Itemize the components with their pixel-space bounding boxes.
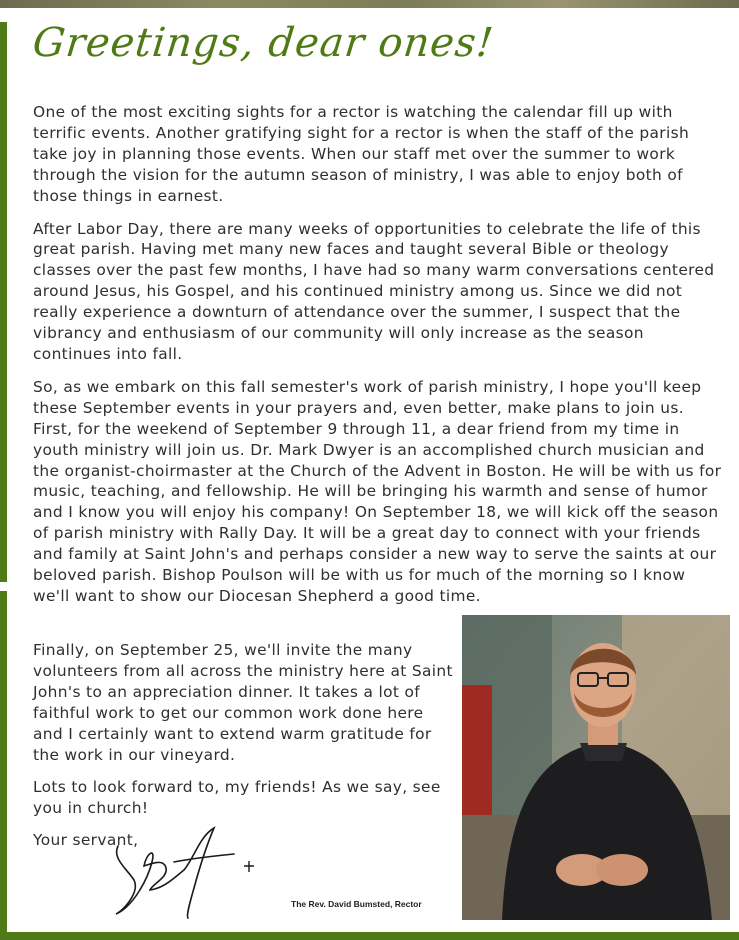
letter-body-narrow: [33, 640, 453, 831]
paragraph-1: One of the most exciting sights for a rector is watching the calendar fill up with terrific events. Another gratifying sight for a rector is when the staff of the parish take joy in planning those events. When our staff met over the summer to work through the vision for the autumn season of ministry, I was able to enjoy both of those things in earnest.: [33, 103, 690, 205]
left-accent-bar: [0, 22, 7, 582]
paragraph-3: So, as we embark on this fall semester's work of parish ministry, I hope you'll keep these September events in your prayers and, even better, make plans to join us. First, for the weekend of September 9 through 11, a dear friend from my time in youth ministry will join us. Dr. Mark Dwyer is an accomplished church musician and the organist-choirmaster at the Church of the Advent in Boston. He will be with us for music, teaching, and fellowship. He will be bringing his warmth and sense of humor and I know you will enjoy his company! On September 18, we will kick off the season of parish ministry with Rally Day. It will be a great day to connect with your friends and family at Saint John's and perhaps consider a new way to serve the saints at our beloved parish. Bishop Poulson will be with us for much of the morning so I know we'll want to show our Diocesan Shepherd a good time.: [33, 377, 722, 605]
left-accent-bar-lower: [0, 591, 7, 932]
signature-name: The Rev. David Bumsted, Rector: [291, 899, 422, 909]
paragraph-2: After Labor Day, there are many weeks of opportunities to celebrate the life of this great parish. Having met many new faces and taught several Bible or theology classes over the past few months, I have had so many warm conversations centered around Jesus, his Gospel, and his continued ministry among us. Since we did not really experience a downturn of attendance over the summer, I suspect that the vibrancy and enthusiasm of our community will only increase as the season continues into fall.: [33, 219, 715, 363]
paragraph-4: Finally, on September 25, we'll invite the many volunteers from all across the ministry here at Saint John's to an appreciation dinner. It takes a lot of faithful work to get our common work done here and I certainly want to extend warm gratitude for the work in our vineyard.: [33, 641, 453, 764]
page-title: Greetings, dear ones!: [30, 20, 497, 66]
letter-body: [33, 102, 723, 619]
bottom-accent-bar: [0, 932, 739, 940]
paragraph-5: Lots to look forward to, my friends! As we say, see you in church!: [33, 778, 441, 818]
handwritten-signature: [104, 818, 269, 924]
rector-portrait-photo: [462, 615, 730, 920]
closing-line: Your servant,: [33, 831, 139, 849]
top-photo-strip: [0, 0, 739, 8]
